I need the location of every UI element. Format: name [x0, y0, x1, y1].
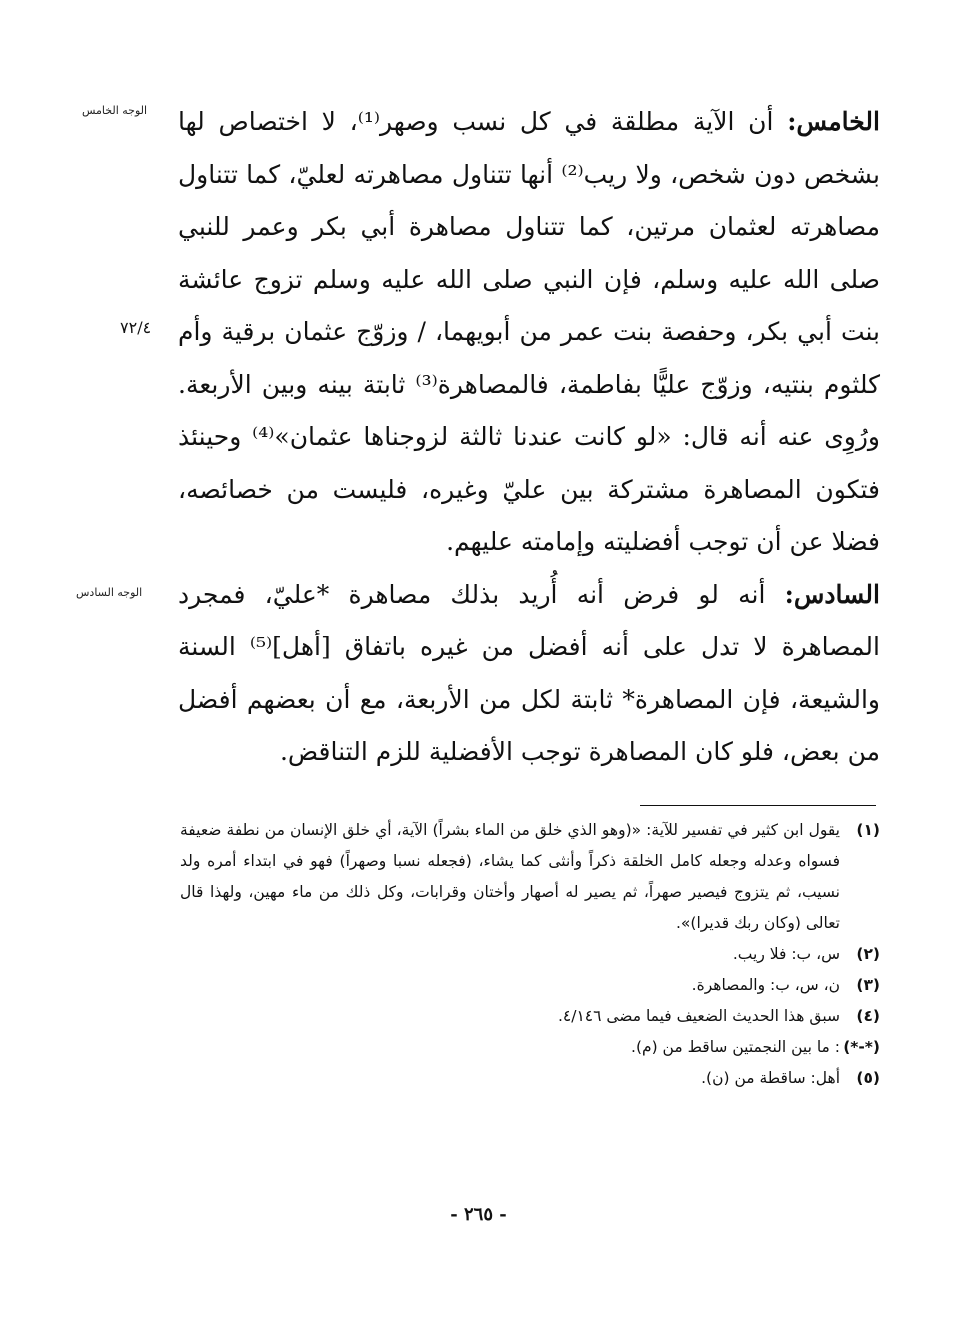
- footnote-number: (١): [856, 821, 880, 839]
- footnote-number: (٣): [856, 976, 880, 994]
- paragraph-sixth-lead: السادس:: [784, 579, 880, 609]
- footnote-text: س، ب: فلا ريب.: [732, 945, 840, 963]
- main-text: [178, 96, 880, 779]
- footnote-text: : ما بين النجمتين ساقط من (م).: [631, 1038, 840, 1056]
- footnote-text: سبق هذا الحديث الضعيف فيما مضى ٤/١٤٦.: [557, 1007, 840, 1025]
- footnotes: [180, 815, 880, 1094]
- margin-note-fifth: الوجه الخامس: [82, 104, 148, 117]
- paragraph-fifth: [178, 96, 880, 569]
- margin-note-sixth: الوجه السادس: [76, 586, 143, 599]
- footnote-text: أهل: ساقطة من (ن).: [701, 1069, 840, 1087]
- footnote-number: (*-*): [843, 1038, 880, 1056]
- paragraph-fifth-text: أن الآية مطلقة في كل نسب وصهر⁽¹⁾، لا اختصاص لها بشخص دون شخص، ولا ريب⁽²⁾ أنها تتناول مصاهرته لعليّ، كما تتناول مصاهرته لعثمان مرتين، كما تتناول مصاهرة أبي بكر وعمر للنبي صلى الله عليه وسلم، فإن النبي صلى الله عليه وسلم تزوج عائشة بنت أبي بكر، وحفصة بنت عمر من أبويهما، / وزوّج عثمان برقية وأم كلثوم بنتيه، وزوّج عليًّا بفاطمة، فالمصاهرة⁽³⁾ ثابتة بينه وبين الأربعة. ورُوِى عنه أنه قال: «لو كانت عندنا ثالثة لزوجناها عثمان»⁽⁴⁾ وحينئذ فتكون المصاهرة مشتركة بين عليّ وغيره، فليست من خصائصه، فضلا عن أن توجب أفضليته وإمامته عليهم.: [178, 107, 880, 556]
- footnote-item: [180, 1032, 880, 1063]
- footnote-text: يقول ابن كثير في تفسير للآية: «(وهو الذي خلق من الماء بشراً) الآية، أي خلق الإنسان من نطفة ضعيفة فسواه وعدله وجعله كامل الخلقة ذكراً وأنثى كما يشاء، (فجعله نسبا وصهراً) فهو في ابتداء أمره ولد نسيب، ثم يتزوج فيصير صهراً، ثم يصير له أصهار وأختان وقرابات، وكل ذلك من ماء مهين، ولهذا قال تعالى (وكان ربك قديرا)».: [180, 821, 840, 932]
- paragraph-sixth: [178, 569, 880, 779]
- footnote-number: (٤): [856, 1007, 880, 1025]
- margin-page-reference: ٧٢/٤: [120, 318, 152, 337]
- paragraph-sixth-text: أنه لو فرض أنه أُريد بذلك مصاهرة *عليّ، فمجرد المصاهرة لا تدل على أنه أفضل من غيره باتفاق [أهل]⁽⁵⁾ السنة والشيعة، فإن المصاهرة* ثابتة لكل من الأربعة، مع أن بعضهم أفضل من بعض، فلو كان المصاهرة توجب الأفضلية للزم التناقض.: [178, 579, 880, 766]
- footnote-item: [180, 939, 880, 970]
- footnote-number: (٢): [856, 945, 880, 963]
- footnote-divider: [640, 805, 876, 806]
- footnote-item: [180, 970, 880, 1001]
- footnote-text: ن، س، ب: والمصاهرة.: [691, 976, 840, 994]
- footnote-item: [180, 1063, 880, 1094]
- footnote-item: [180, 815, 880, 939]
- page-number: - ٢٦٥ -: [450, 1204, 507, 1225]
- paragraph-fifth-lead: الخامس:: [787, 107, 880, 136]
- footnote-number: (٥): [856, 1069, 880, 1087]
- footnote-item: [180, 1001, 880, 1032]
